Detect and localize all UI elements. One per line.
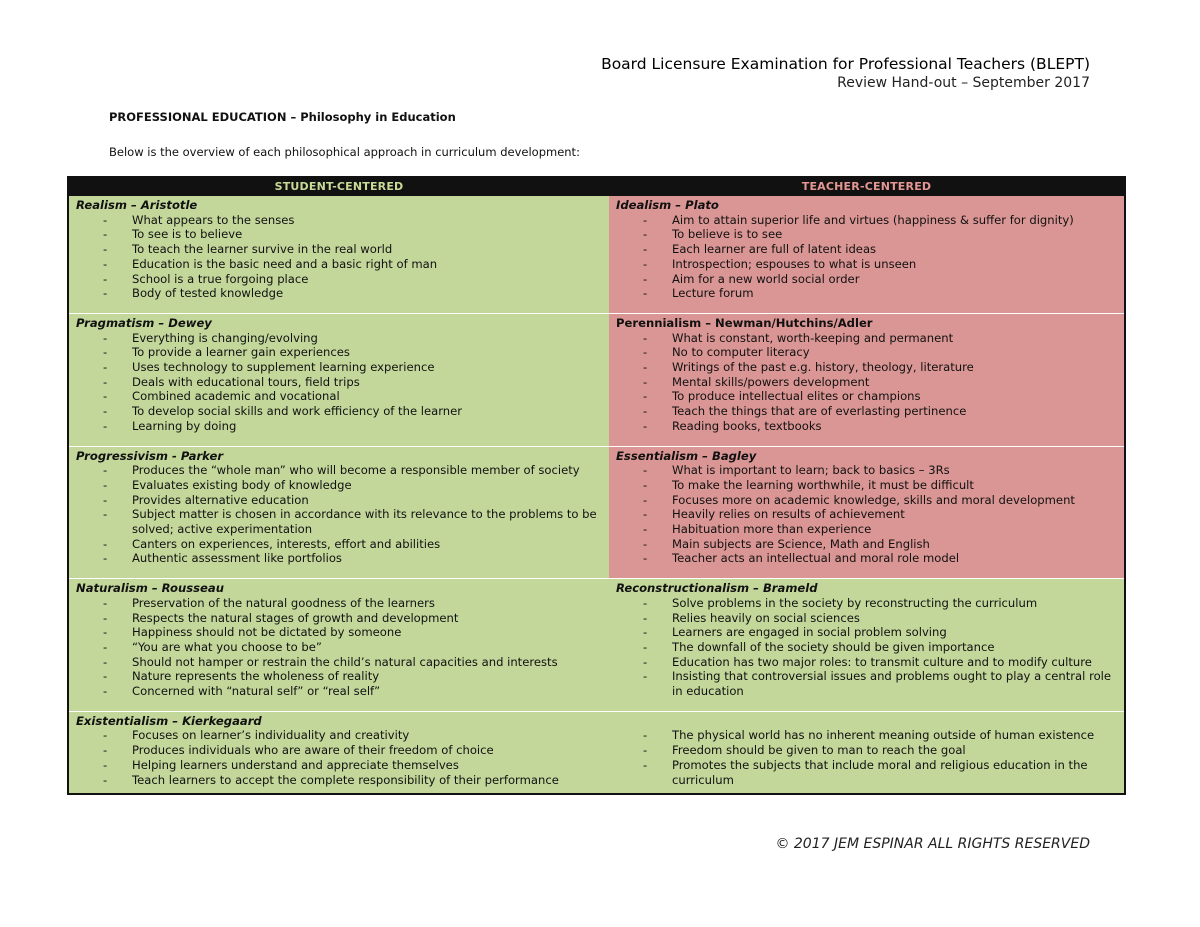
bullet-dash: - (103, 757, 108, 772)
list-item (616, 522, 1118, 537)
list-item-text: To believe is to see (672, 227, 783, 242)
list-item-text: What appears to the senses (132, 212, 295, 227)
bullet-dash: - (103, 625, 108, 640)
philosophy-heading: Naturalism – Rousseau (76, 581, 224, 596)
list-item (76, 272, 603, 287)
bullet-dash: - (643, 639, 648, 654)
bullet-dash: - (643, 418, 648, 433)
list-item (616, 551, 1118, 566)
list-item (76, 611, 603, 626)
bullet-dash: - (103, 374, 108, 389)
list-item (616, 507, 1118, 522)
list-item (76, 213, 603, 228)
bullet-dash: - (103, 639, 108, 654)
list-item (616, 419, 1118, 434)
bullet-dash: - (643, 404, 648, 419)
list-item (616, 272, 1118, 287)
bullet-dash: - (643, 477, 648, 492)
table-body (68, 196, 1125, 794)
list-item-text: Canters on experiences, interests, effort and abilities (132, 536, 441, 551)
philosophy-heading: Reconstructionalism – Brameld (616, 581, 818, 596)
list-item-text: Education has two major roles: to transmit culture and to modify culture (672, 654, 1092, 669)
column-header-student-centered: STUDENT-CENTERED (68, 177, 609, 196)
philosophy-cell (68, 446, 609, 579)
philosophy-heading: Essentialism – Bagley (616, 448, 757, 463)
bullet-dash: - (103, 330, 108, 345)
list-item-text: Evaluates existing body of knowledge (132, 477, 352, 492)
list-item (76, 375, 603, 390)
philosophy-item-list (76, 596, 603, 699)
list-item-text: Subject matter is chosen in accordance with its relevance to the problems to be solved; active experimentation (132, 507, 597, 537)
list-item (616, 463, 1118, 478)
bullet-dash: - (643, 669, 648, 684)
list-item-text: Solve problems in the society by reconstructing the curriculum (672, 595, 1038, 610)
list-item (616, 257, 1118, 272)
list-item-text: Everything is changing/evolving (132, 330, 318, 345)
list-item-text: Habituation more than experience (672, 522, 872, 537)
copyright-notice: © 2017 JEM ESPINAR ALL RIGHTS RESERVED (775, 836, 1090, 852)
bullet-dash: - (643, 625, 648, 640)
list-item-text: Insisting that controversial issues and problems ought to play a central role in education (672, 669, 1112, 699)
philosophy-item-list (616, 728, 1118, 787)
list-item-text: Each learner are full of latent ideas (672, 242, 877, 257)
bullet-dash: - (643, 492, 648, 507)
bullet-dash: - (643, 522, 648, 537)
list-item (76, 537, 603, 552)
list-item-text: To develop social skills and work efficiency of the learner (132, 404, 463, 419)
philosophy-cell (609, 446, 1125, 579)
list-item-text: Produces individuals who are aware of their freedom of choice (132, 743, 494, 758)
bullet-dash: - (103, 256, 108, 271)
bullet-dash: - (103, 360, 108, 374)
philosophy-cell (68, 196, 609, 313)
bullet-dash: - (103, 728, 108, 743)
list-item-text: Aim to attain superior life and virtues (happiness & suffer for dignity) (672, 212, 1074, 227)
list-item-text: Writings of the past e.g. history, theology, literature (672, 360, 974, 374)
bullet-dash: - (643, 227, 648, 242)
philosophy-item-list (76, 213, 603, 301)
bullet-dash: - (103, 669, 108, 684)
philosophy-item-list (76, 463, 603, 566)
philosophy-item-list (76, 728, 603, 787)
bullet-dash: - (103, 477, 108, 492)
table-row (68, 711, 1125, 794)
bullet-dash: - (643, 345, 648, 360)
list-item-text: Focuses on learner’s individuality and creativity (132, 728, 410, 743)
list-item-text: Teach learners to accept the complete responsibility of their performance (132, 772, 559, 787)
list-item-text: To provide a learner gain experiences (132, 345, 350, 360)
philosophy-item-list (76, 331, 603, 434)
bullet-dash: - (643, 536, 648, 551)
list-item-text: Teach the things that are of everlasting pertinence (672, 404, 967, 419)
list-item-text: Body of tested knowledge (132, 286, 284, 301)
list-item (76, 419, 603, 434)
list-item (616, 493, 1118, 508)
list-item-text: Education is the basic need and a basic right of man (132, 256, 438, 271)
list-item (76, 257, 603, 272)
list-item (76, 463, 603, 478)
document-title: Board Licensure Examination for Professional Teachers (BLEPT) (601, 55, 1090, 73)
bullet-dash: - (103, 595, 108, 610)
philosophy-item-list (616, 596, 1118, 699)
bullet-dash: - (103, 551, 108, 566)
philosophy-cell (609, 313, 1125, 446)
list-item (76, 684, 603, 699)
bullet-dash: - (643, 757, 648, 772)
bullet-dash: - (643, 256, 648, 271)
philosophy-heading: Perennialism – Newman/Hutchins/Adler (616, 315, 873, 330)
list-item-text: Relies heavily on social sciences (672, 610, 860, 625)
philosophy-cell (609, 579, 1125, 712)
list-item-text: “You are what you choose to be” (132, 639, 322, 654)
list-item-text: To see is to believe (132, 227, 243, 242)
bullet-dash: - (643, 507, 648, 522)
list-item-text: No to computer literacy (672, 345, 810, 360)
list-item (616, 345, 1118, 360)
bullet-dash: - (643, 330, 648, 345)
list-item-text: Learners are engaged in social problem solving (672, 625, 947, 640)
list-item (616, 669, 1118, 698)
list-item (616, 478, 1118, 493)
bullet-dash: - (103, 610, 108, 625)
bullet-dash: - (643, 271, 648, 286)
bullet-dash: - (103, 772, 108, 787)
list-item-text: Provides alternative education (132, 492, 309, 507)
list-item-text: Happiness should not be dictated by someone (132, 625, 402, 640)
list-item (76, 242, 603, 257)
list-item (76, 669, 603, 684)
list-item-text: Deals with educational tours, field trips (132, 374, 360, 389)
list-item-text: Should not hamper or restrain the child’s natural capacities and interests (132, 654, 558, 669)
list-item (76, 758, 603, 773)
philosophy-heading: Pragmatism – Dewey (76, 315, 212, 330)
table-row (68, 196, 1125, 313)
bullet-dash: - (103, 684, 108, 699)
list-item (76, 360, 603, 375)
bullet-dash: - (643, 212, 648, 227)
list-item (616, 728, 1118, 743)
philosophy-table (67, 176, 1126, 795)
bullet-dash: - (103, 227, 108, 242)
table-row (68, 579, 1125, 712)
bullet-dash: - (643, 374, 648, 389)
bullet-dash: - (103, 536, 108, 551)
bullet-dash: - (643, 728, 648, 743)
list-item (616, 537, 1118, 552)
philosophy-cell (609, 711, 1125, 794)
bullet-dash: - (103, 492, 108, 507)
list-item (616, 331, 1118, 346)
list-item (616, 743, 1118, 758)
list-item-text: Lecture forum (672, 286, 754, 301)
list-item-text: To make the learning worthwhile, it must be difficult (672, 477, 974, 492)
list-item (616, 758, 1118, 787)
bullet-dash: - (103, 389, 108, 404)
bullet-dash: - (103, 271, 108, 286)
philosophy-cell (68, 313, 609, 446)
bullet-dash: - (643, 743, 648, 758)
philosophy-item-list (616, 331, 1118, 434)
list-item-text: Promotes the subjects that include moral and religious education in the curriculum (672, 757, 1088, 787)
list-item (76, 728, 603, 743)
list-item (76, 404, 603, 419)
section-title: PROFESSIONAL EDUCATION – Philosophy in Education (109, 110, 456, 124)
bullet-dash: - (103, 404, 108, 419)
bullet-dash: - (643, 389, 648, 404)
list-item (76, 493, 603, 508)
list-item (616, 625, 1118, 640)
list-item (76, 655, 603, 670)
list-item-text: To produce intellectual elites or champions (672, 389, 921, 404)
bullet-dash: - (643, 654, 648, 669)
table-row (68, 313, 1125, 446)
list-item (76, 389, 603, 404)
list-item (76, 478, 603, 493)
philosophy-heading: Realism – Aristotle (76, 198, 198, 212)
list-item-text: Teacher acts an intellectual and moral role model (672, 551, 960, 566)
bullet-dash: - (103, 286, 108, 301)
list-item-text: School is a true forgoing place (132, 271, 309, 286)
bullet-dash: - (643, 360, 648, 374)
list-item (76, 743, 603, 758)
bullet-dash: - (103, 418, 108, 433)
list-item (76, 227, 603, 242)
list-item-text: Produces the “whole man” who will become a responsible member of society (132, 463, 580, 478)
list-item-text: The physical world has no inherent meaning outside of human existence (672, 728, 1095, 743)
bullet-dash: - (103, 345, 108, 360)
list-item-text: What is constant, worth-keeping and permanent (672, 330, 954, 345)
philosophy-cell (609, 196, 1125, 313)
list-item-text: Nature represents the wholeness of reality (132, 669, 380, 684)
list-item-text: Aim for a new world social order (672, 271, 860, 286)
list-item-text: Authentic assessment like portfolios (132, 551, 342, 566)
bullet-dash: - (103, 654, 108, 669)
list-item-text: Mental skills/powers development (672, 374, 870, 389)
list-item (616, 640, 1118, 655)
document-subtitle: Review Hand-out – September 2017 (837, 75, 1090, 91)
bullet-dash: - (643, 242, 648, 257)
intro-text: Below is the overview of each philosophical approach in curriculum development: (109, 145, 580, 159)
bullet-dash: - (643, 610, 648, 625)
bullet-dash: - (643, 595, 648, 610)
list-item-text: The downfall of the society should be given importance (672, 639, 995, 654)
list-item (616, 286, 1118, 301)
list-item-text: Heavily relies on results of achievement (672, 507, 905, 522)
philosophy-heading: Existentialism – Kierkegaard (76, 713, 262, 728)
list-item (616, 360, 1118, 375)
list-item-text: Main subjects are Science, Math and English (672, 536, 930, 551)
list-item (616, 213, 1118, 228)
list-item-text: Focuses more on academic knowledge, skills and moral development (672, 492, 1075, 507)
list-item (616, 404, 1118, 419)
list-item (76, 507, 603, 536)
list-item (616, 611, 1118, 626)
list-item (616, 242, 1118, 257)
column-header-teacher-centered: TEACHER-CENTERED (609, 177, 1125, 196)
table-header-row (68, 177, 1125, 196)
philosophy-cell (68, 579, 609, 712)
philosophy-heading (616, 714, 1118, 729)
list-item (616, 375, 1118, 390)
list-item (76, 773, 603, 788)
philosophy-item-list (616, 463, 1118, 566)
bullet-dash: - (103, 743, 108, 758)
bullet-dash: - (103, 212, 108, 227)
list-item (616, 227, 1118, 242)
list-item (616, 596, 1118, 611)
bullet-dash: - (103, 463, 108, 478)
philosophy-heading: Idealism – Plato (616, 198, 719, 212)
list-item (616, 655, 1118, 670)
list-item-text: Helping learners understand and appreciate themselves (132, 757, 459, 772)
list-item-text: Introspection; espouses to what is unseen (672, 256, 917, 271)
list-item (616, 389, 1118, 404)
list-item (76, 345, 603, 360)
list-item-text: Respects the natural stages of growth and development (132, 610, 459, 625)
list-item-text: Concerned with “natural self” or “real self” (132, 684, 381, 699)
table-row (68, 446, 1125, 579)
bullet-dash: - (643, 551, 648, 566)
list-item-text: Uses technology to supplement learning experience (132, 360, 435, 374)
list-item (76, 551, 603, 566)
list-item (76, 640, 603, 655)
list-item (76, 331, 603, 346)
list-item-text: Freedom should be given to man to reach the goal (672, 743, 966, 758)
list-item-text: Combined academic and vocational (132, 389, 340, 404)
list-item-text: To teach the learner survive in the real world (132, 242, 393, 257)
philosophy-cell (68, 711, 609, 794)
list-item (76, 286, 603, 301)
list-item-text: Reading books, textbooks (672, 418, 822, 433)
bullet-dash: - (103, 242, 108, 257)
list-item (76, 625, 603, 640)
philosophy-heading: Progressivism - Parker (76, 448, 224, 463)
list-item-text: Preservation of the natural goodness of the learners (132, 595, 435, 610)
philosophy-item-list (616, 213, 1118, 301)
list-item (76, 596, 603, 611)
bullet-dash: - (643, 463, 648, 478)
list-item-text: What is important to learn; back to basics – 3Rs (672, 463, 950, 478)
bullet-dash: - (103, 507, 108, 522)
list-item-text: Learning by doing (132, 418, 237, 433)
bullet-dash: - (643, 286, 648, 301)
